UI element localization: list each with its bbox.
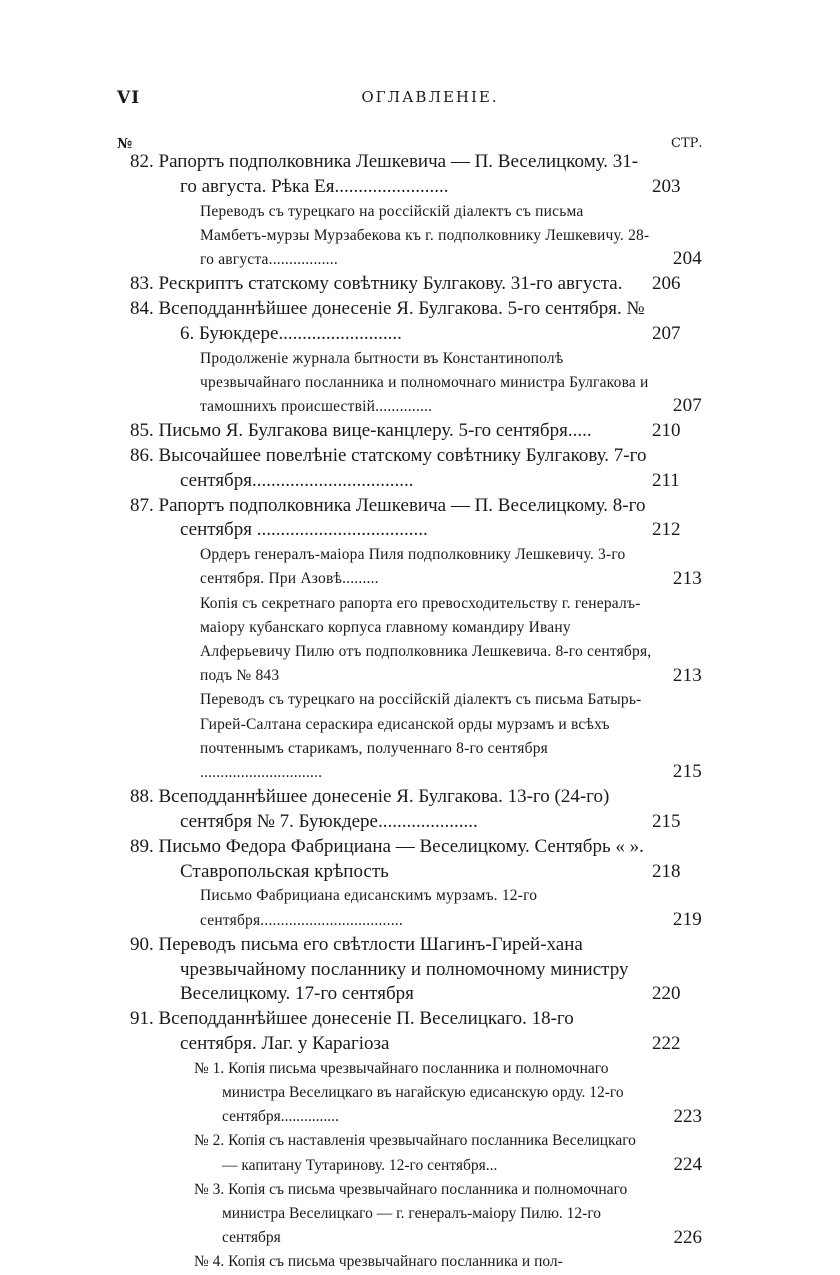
toc-entry-86: 86. Высочайшее повелѣніе статскому совѣтнику Булгакову. 7-го сентября.................................. 211 <box>130 445 680 491</box>
entry-number: 83. <box>130 273 154 295</box>
toc-entry-85: 85. Письмо Я. Булгакова вице-канцлеру. 5-го сентября..... 210 <box>130 420 681 442</box>
entry-title: Письмо Я. Булгакова вице-канцлеру. 5-го сентября..... <box>158 420 592 442</box>
entry-title: Всеподданнѣйшее донесеніе Я. Булгакова. 13-го (24-го) сентября № 7. Буюкдере..................... <box>158 786 610 833</box>
entry-number: 91. <box>130 1008 154 1030</box>
toc-subentry <box>200 347 702 420</box>
entry-title: Переводъ съ турецкаго на россійскій діалектъ съ письма Батырь-Гирей-Салтана сераскира едисанской орды мурзамъ и всѣхъ почтеннымъ старикамъ, полученнаго 8-го сентября .............................. <box>200 691 642 782</box>
entry-title: № 4. Копія съ письма чрезвычайнаго посланника и пол- <box>194 1253 563 1271</box>
toc-entry-83: 83. Рескриптъ статскому совѣтнику Булгакову. 31-го августа. 206 <box>130 273 681 295</box>
toc-entry-88: 88. Всеподданнѣйшее донесеніе Я. Булгакова. 13-го (24-го) сентября № 7. Буюкдере..................... 215 <box>130 786 681 833</box>
toc-subsubentry <box>194 1178 702 1251</box>
entry-title: Высочайшее повелѣніе статскому совѣтнику Булгакову. 7-го сентября.................................. <box>158 445 647 491</box>
page-title: ОГЛАВЛЕНІЕ. <box>361 88 499 106</box>
entry-number: 84. <box>130 298 154 319</box>
entry-title: Ордеръ генералъ-маіора Пиля подполковнику Лешкевичу. 3-го сентября. При Азовѣ......... <box>200 546 626 588</box>
toc-subentry <box>200 688 702 785</box>
entry-title: Копія съ секретнаго рапорта его превосходительству г. генералъ-маіору кубанскаго корпуса главному командиру Ивану Алферьевичу Пилю отъ подполковника Лешкевича. 8-го сентября, подъ № 843 <box>200 594 652 685</box>
toc-subentry <box>200 543 702 591</box>
entry-title: № 2. Копія съ наставленія чрезвычайнаго посланника Веселицкаго — капитану Тутаринову. 12-го сентября... <box>194 1132 636 1174</box>
entry-number: 90. <box>130 933 154 955</box>
page-column-header: СТР. <box>671 136 703 151</box>
entry-title: Всеподданнѣйшее донесеніе Я. Булгакова. 5-го сентября. № 6. Буюкдере.......................... <box>158 298 645 344</box>
entry-title: Продолженіе журнала бытности въ Константинополѣ чрезвычайнаго посланника и полномочнаго министра Булгакова и тамошнихъ происшествій.............. <box>200 349 649 415</box>
entry-page: 224 <box>673 1154 702 1176</box>
entry-title: Переводъ съ турецкаго на россійскій діалектъ съ письма Мамбетъ-мурзы Мурзабекова къ г. подполковнику Лешкевичу. 28-го августа................. <box>200 202 650 268</box>
entry-title: Всеподданнѣйшее донесеніе П. Веселицкаго. 18-го сентября. Лаг. у Карагіоза <box>158 1008 574 1054</box>
entry-page: 204 <box>672 248 702 270</box>
toc-subsubentry <box>194 1057 702 1130</box>
toc-entry-87: 87. Рапортъ подполковника Лешкевича — П. Веселицкому. 8-го сентября .................................... 212 <box>130 494 681 541</box>
entry-title: Рапортъ подполковника Лешкевича — П. Веселицкому. 31-го августа. Рѣка Ея........................ <box>158 151 639 197</box>
toc-entry-90: 90. Переводъ письма его свѣтлости Шагинъ-Гирей-хана чрезвычайному посланнику и полномочному министру Веселицкому. 17-го сентября 220 <box>130 933 681 1005</box>
toc-entry-91: 91. Всеподданнѣйшее донесеніе П. Веселицкаго. 18-го сентября. Лаг. у Карагіоза 222 <box>130 1008 681 1054</box>
entry-number: 88. <box>130 786 154 808</box>
toc-entry-82: 82. Рапортъ подполковника Лешкевича — П. Веселицкому. 31-го августа. Рѣка Ея........................ 203 <box>130 151 681 197</box>
toc-subsubentry <box>194 1250 702 1274</box>
toc-entry-84: 84. Всеподданнѣйшее донесеніе Я. Булгакова. 5-го сентября. № 6. Буюкдере.......................... 207 <box>130 298 681 344</box>
toc-subsubentry <box>194 1129 702 1177</box>
toc-subentry <box>200 592 702 689</box>
entry-number: 86. <box>130 445 154 466</box>
entry-number: 87. <box>130 494 154 516</box>
entry-number: 89. <box>130 835 154 857</box>
entry-page: 226 <box>673 1226 702 1248</box>
entry-title: Рескриптъ статскому совѣтнику Булгакову. 31-го августа. <box>158 273 623 295</box>
entry-title: Переводъ письма его свѣтлости Шагинъ-Гирей-хана чрезвычайному посланнику и полномочному министру Веселицкому. 17-го сентября <box>158 933 629 1005</box>
entry-page: 215 <box>672 761 702 783</box>
entry-number: 82. <box>130 151 154 172</box>
entry-title: Письмо Фабрициана едисанскимъ мурзамъ. 12-го сентября................................... <box>200 887 538 929</box>
toc-subentry <box>200 884 702 932</box>
entry-title: Рапортъ подполковника Лешкевича — П. Веселицкому. 8-го сентября .................................... <box>158 494 646 541</box>
table-of-contents <box>130 150 702 1275</box>
entry-number: 85. <box>130 420 154 442</box>
entry-page: 213 <box>672 567 702 589</box>
entry-page: 219 <box>672 909 702 931</box>
entry-title: № 3. Копія съ письма чрезвычайнаго посланника и полномочнаго министра Веселицкаго — г. генералъ-маіору Пилю. 12-го сентября <box>194 1180 628 1247</box>
toc-entry-89: 89. Письмо Федора Фабрициана — Веселицкому. Сентябрь « ». Ставропольская крѣпость 218 <box>130 835 681 882</box>
toc-subentry <box>200 200 702 273</box>
entry-title: № 1. Копія письма чрезвычайнаго посланника и полномочнаго министра Веселицкаго въ нагайскую едисанскую орду. 12-го сентября............... <box>194 1059 624 1126</box>
number-column-header: № <box>117 136 133 152</box>
entry-page: 207 <box>672 395 702 417</box>
entry-page: 223 <box>673 1105 702 1127</box>
page-number: VI <box>117 88 141 108</box>
entry-title: Письмо Федора Фабрициана — Веселицкому. Сентябрь « ». Ставропольская крѣпость <box>158 835 644 882</box>
entry-page: 213 <box>672 664 702 686</box>
